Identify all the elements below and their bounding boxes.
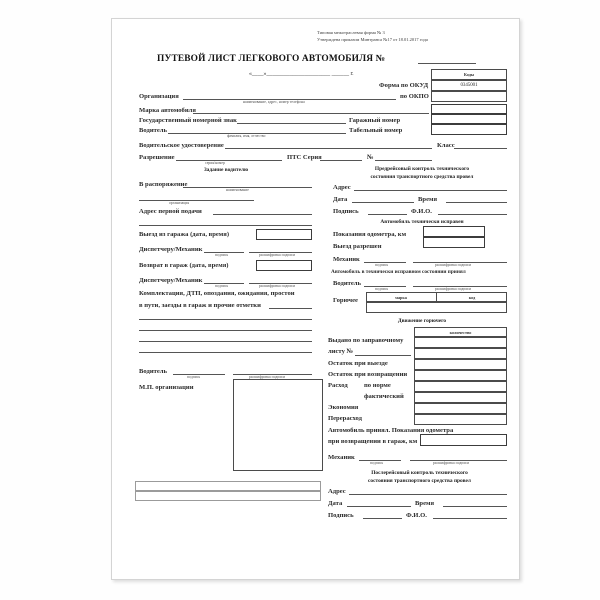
bottom-strip-1[interactable] [135,481,321,491]
fuel-consumption-label: Расход [328,382,348,389]
okud-value: 0345001 [460,83,478,88]
fuel-qty-header: количество [449,330,472,335]
fuel-code-header: код [468,295,476,300]
okud-label: Форма по ОКУД [379,82,429,89]
post-trip-time-input[interactable] [443,506,507,507]
return-mechanic-label: Механик [328,454,355,461]
pre-trip-driver-label: Водитель [333,280,361,287]
odometer-label: Показания одометра, км [333,231,407,238]
codes-header-label: Коды [463,72,475,77]
fuel-remainder-in-label: Остаток при возвращении [328,371,408,378]
title-number-rule[interactable] [418,63,476,64]
post-trip-date-label: Дата [328,500,343,507]
dispatcher-label-2: Диспетчеру/Механик [139,277,203,284]
pre-trip-time-input[interactable] [446,202,507,203]
driver-label: Водитель [139,127,167,134]
odometer-box-2[interactable] [423,237,485,248]
fuel-label: Горючее [333,297,358,304]
car-brand-input[interactable] [193,113,429,114]
sheet-inner [121,26,512,574]
post-trip-address-label: Адрес [328,488,346,495]
first-address-label: Адрес первой подачи [139,208,202,215]
garage-departure-label: Выезд из гаража (дата, время) [139,231,230,238]
permit-hint: серия/номер [205,161,226,165]
class-label: Класс [437,142,455,149]
car-accepted-heading: Автомобиль в технически исправном состоянии принял [331,269,466,275]
pts-number-label: № [367,154,374,161]
garage-return-label: Возврат в гараж (дата, время) [139,262,229,269]
task-organization-hint: организация [169,201,190,205]
notes-input-1[interactable] [139,319,312,320]
garage-number-label: Гаражный номер [349,117,401,124]
stamp-label: М.П. организации [139,384,194,391]
post-trip-fio-input[interactable] [433,518,507,519]
waybill-sheet [111,18,520,580]
odometer-box-1[interactable] [423,226,485,237]
first-address-input-2[interactable] [139,225,312,226]
fuel-norm-label: по норме [364,382,391,389]
class-input[interactable] [454,148,507,149]
pre-trip-time-label: Время [418,196,438,203]
fuel-value-row[interactable] [366,302,507,313]
notes-line-1: Комплектация, ДТП, опоздания, ожидания, простои [139,290,295,297]
okpo-value-cell[interactable] [431,91,507,102]
fuel-actual-label: фактический [364,393,404,400]
page-title: ПУТЕВОЙ ЛИСТ ЛЕГКОВОГО АВТОМОБИЛЯ № [157,54,386,64]
fuel-qty-cell-1[interactable] [414,337,507,348]
notes-driver-sign-hint: подпись [187,375,201,379]
pre-trip-mechanic-sign-hint: подпись [375,263,389,267]
at-disposal-label: В распоряжение [139,181,188,188]
license-input[interactable] [225,148,432,149]
pre-trip-driver-decode-hint: расшифровка подписи [435,287,472,291]
garage-return-box[interactable] [256,260,312,271]
post-trip-heading-2: состояния транспортного средства провел [368,478,471,484]
pre-trip-fio-input[interactable] [438,214,507,215]
okpo-label: по ОКПО [400,93,429,100]
pre-trip-address-label: Адрес [333,184,351,191]
pts-series-input[interactable] [320,160,362,161]
fuel-issued-sheet-label: листу № [328,348,354,355]
fuel-economy-label: Экономия [328,404,359,411]
pre-trip-heading-1: Предрейсовый контроль технического [374,166,470,172]
notes-driver-label: Водитель [139,368,167,375]
personnel-number-box[interactable] [431,124,507,135]
dispatcher-sign-hint-2: подпись [215,284,229,288]
accept-return-line-1: Автомобиль принял. Показания одометра [328,427,454,434]
notes-driver-decode-hint: расшифровка подписи [249,375,286,379]
notes-line-2: в пути, заезды в гараж и прочие отметки [139,302,261,309]
organization-label: Организация [139,93,179,100]
plate-label: Государственный номерной знак [139,117,237,124]
plate-input[interactable] [237,123,346,124]
dispatcher-label-1: Диспетчеру/Механик [139,246,203,253]
fuel-qty-cell-5[interactable] [414,381,507,392]
fuel-remainder-out-label: Остаток при выезде [328,360,388,367]
permit-input[interactable] [176,160,282,161]
at-disposal-hint: наименование [226,188,249,192]
fuel-brand-header: марка [395,295,407,300]
pre-trip-date-label: Дата [333,196,348,203]
post-trip-heading-1: Послерейсовый контроль технического [371,470,468,476]
pre-trip-mechanic-decode-hint: расшифровка подписи [435,263,472,267]
date-line[interactable]: «____»______________________ ______ г. [249,71,354,77]
fuel-qty-cell-8[interactable] [414,414,507,425]
pre-trip-mechanic-label: Механик [333,256,360,263]
car-brand-box[interactable] [431,104,507,114]
bottom-strip-2[interactable] [135,491,321,501]
post-trip-signature-input[interactable] [363,518,402,519]
task-heading: Задание водителю [203,167,249,173]
first-address-input[interactable] [213,214,312,215]
fuel-qty-cell-2[interactable] [414,348,507,359]
notes-input-2[interactable] [139,330,312,331]
pre-trip-date-input[interactable] [352,202,414,203]
pre-trip-signature-label: Подпись [333,208,359,215]
car-ok-heading: Автомобиль технически исправен [380,219,464,225]
fuel-qty-cell-6[interactable] [414,392,507,403]
garage-departure-box[interactable] [256,229,312,240]
post-trip-fio-label: Ф.И.О. [406,512,427,519]
pts-label: ПТС Серия [287,154,322,161]
pre-trip-address-input[interactable] [354,190,507,191]
fuel-issued-sheet-input[interactable] [355,355,411,356]
return-mechanic-decode-hint: расшифровка подписи [433,461,470,465]
garage-number-box[interactable] [431,114,507,124]
dispatcher-decode-hint-1: расшифровка подписи [259,253,296,257]
personnel-number-label: Табельный номер [349,127,403,134]
stamp-box[interactable] [233,379,323,471]
notes-input-3[interactable] [139,341,312,342]
pts-number-input[interactable] [375,160,432,161]
dispatcher-sign-hint-1: подпись [215,253,229,257]
fuel-movement-heading: Движение горючего [397,318,447,324]
notes-input-4[interactable] [139,352,312,353]
return-odometer-box[interactable] [420,434,507,446]
fuel-issued-label: Выдано по заправочному [328,337,404,344]
post-trip-date-input[interactable] [347,506,411,507]
fuel-overrun-label: Перерасход [328,415,362,422]
departure-allowed-label: Выезд разрешен [333,243,382,250]
fuel-qty-cell-7[interactable] [414,403,507,414]
form-note-line-2: Утверждена приказом Минтранса №17 от 18.01.2017 года [317,37,428,42]
form-note-line-1: Типовая межотраслевая форма № 3 [317,30,385,35]
task-organization-input[interactable] [139,200,254,201]
accept-return-line-2: при возвращении в гараж, км [328,438,418,445]
license-label: Водительское удостоверение [139,142,224,149]
post-trip-time-label: Время [415,500,435,507]
pre-trip-driver-sign-hint: подпись [375,287,389,291]
pre-trip-heading-2: состояния транспортного средства провел [370,174,474,180]
car-brand-label: Марка автомобиля [139,107,196,114]
organization-hint: наименование, адрес, номер телефона [243,100,305,104]
dispatcher-decode-hint-2: расшифровка подписи [259,284,296,288]
post-trip-signature-label: Подпись [328,512,354,519]
pre-trip-fio-label: Ф.И.О. [411,208,432,215]
driver-hint: фамилия, имя, отчество [227,134,266,138]
fuel-qty-cell-3[interactable] [414,359,507,370]
return-mechanic-sign-hint: подпись [370,461,384,465]
pre-trip-signature-input[interactable] [368,214,407,215]
fuel-qty-cell-4[interactable] [414,370,507,381]
notes-input-0[interactable] [269,308,312,309]
post-trip-address-input[interactable] [349,494,507,495]
permit-label: Разрешение [139,154,175,161]
